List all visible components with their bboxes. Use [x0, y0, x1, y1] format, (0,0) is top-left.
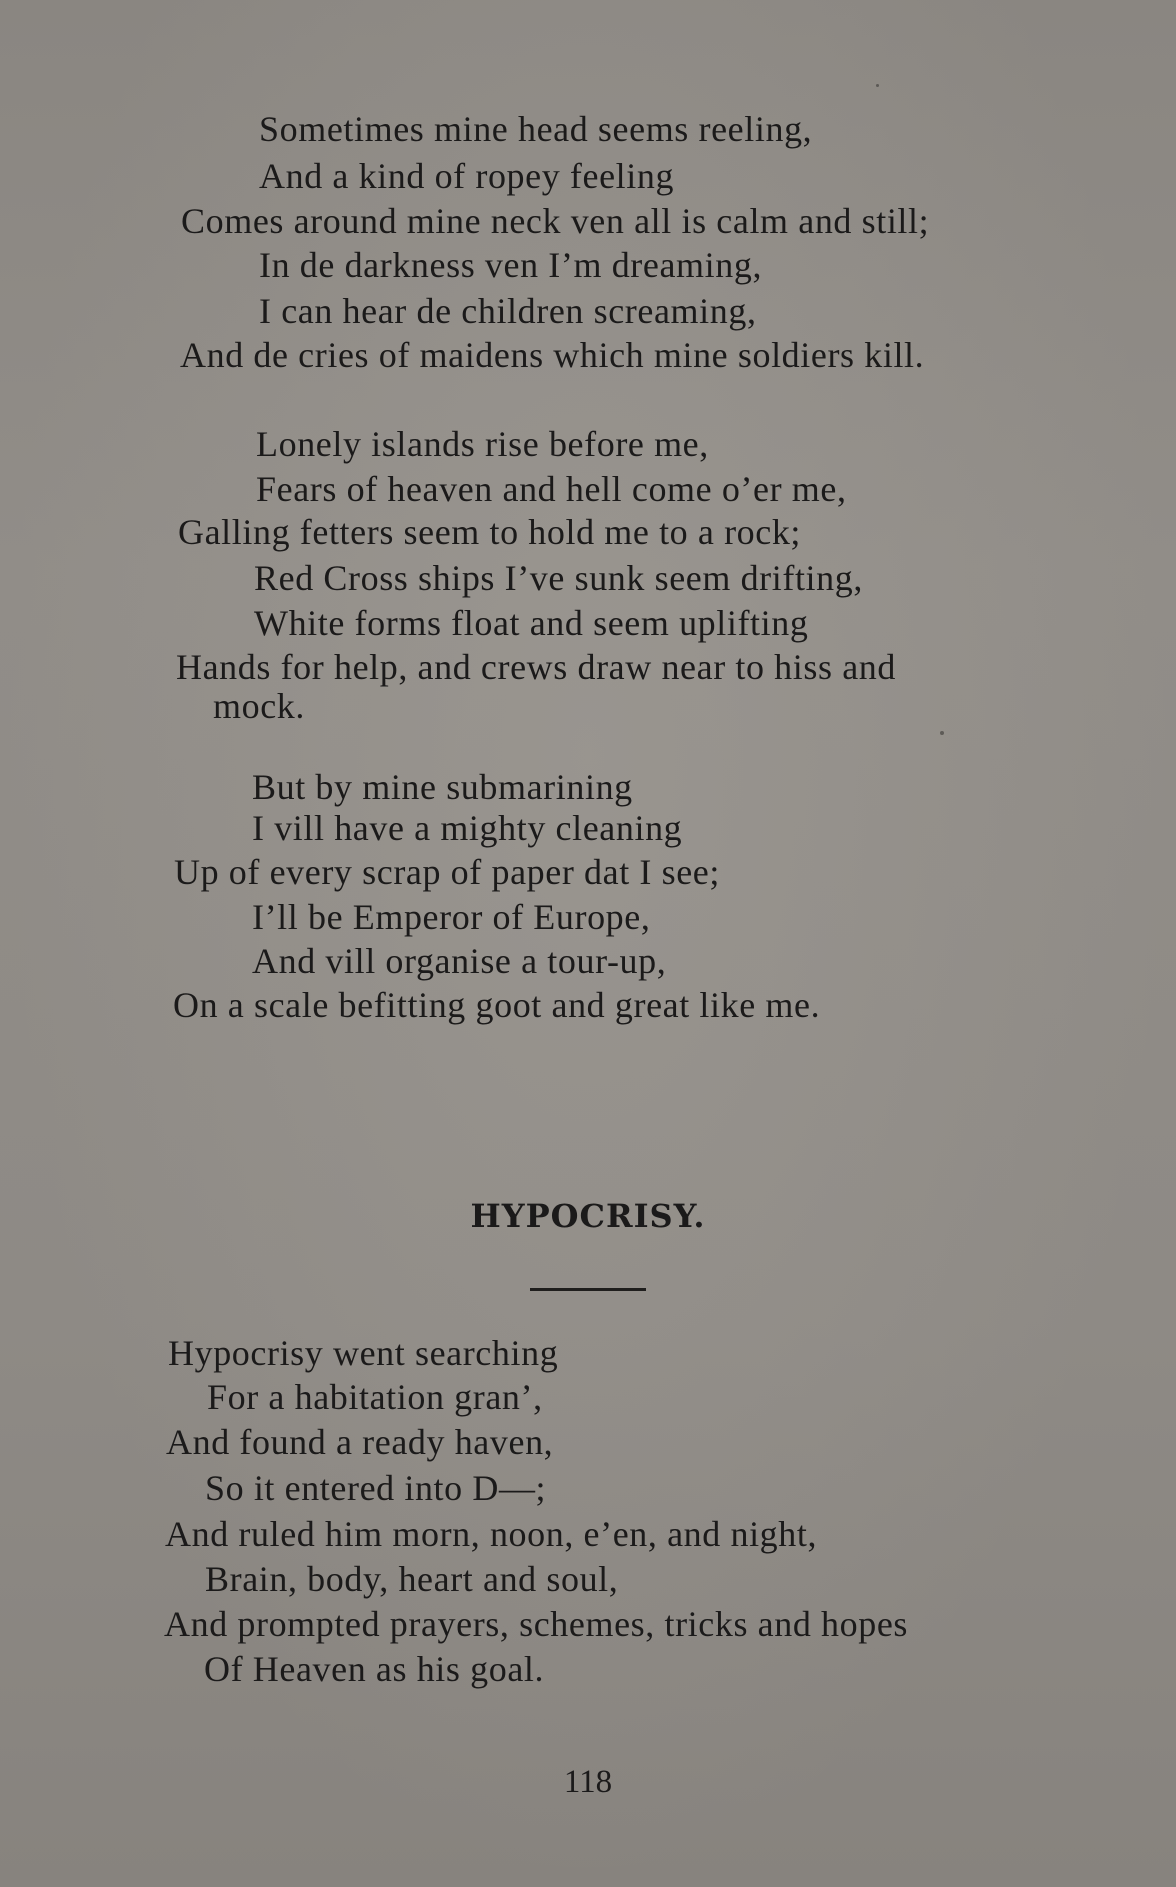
verse-line: And found a ready haven, [166, 1422, 554, 1462]
verse-line: Brain, body, heart and soul, [205, 1559, 619, 1599]
verse-line: Hands for help, and crews draw near to hiss and [176, 647, 896, 687]
poem-title: HYPOCRISY. [470, 1197, 706, 1235]
verse-line: Up of every scrap of paper dat I see; [174, 852, 720, 892]
title-rule [530, 1288, 646, 1291]
verse-line: White forms float and seem uplifting [254, 603, 809, 643]
paper-speck [876, 84, 879, 87]
verse-line: In de darkness ven I’m dreaming, [259, 245, 763, 285]
verse-line: And prompted prayers, schemes, tricks and hopes [164, 1604, 909, 1644]
verse-line: So it entered into D—; [205, 1468, 547, 1508]
verse-line: Comes around mine neck ven all is calm and still; [181, 201, 930, 241]
verse-line: I’ll be Emperor of Europe, [252, 897, 651, 937]
page-number: 118 [563, 1764, 613, 1800]
verse-line: Sometimes mine head seems reeling, [259, 109, 813, 149]
verse-line: mock. [213, 686, 305, 726]
paper-speck [940, 731, 944, 735]
verse-line: Of Heaven as his goal. [204, 1649, 545, 1689]
verse-line: Red Cross ships I’ve sunk seem drifting, [254, 558, 863, 598]
verse-line: I vill have a mighty cleaning [252, 808, 683, 848]
verse-line: Lonely islands rise before me, [256, 424, 709, 464]
verse-line: Galling fetters seem to hold me to a rock; [178, 512, 802, 552]
verse-line: For a habitation gran’, [207, 1377, 543, 1417]
verse-line: On a scale befitting goot and great like me. [173, 985, 821, 1025]
verse-line: And de cries of maidens which mine soldiers kill. [180, 335, 925, 375]
verse-line: Hypocrisy went searching [168, 1333, 559, 1373]
verse-line: But by mine submarining [252, 767, 633, 807]
verse-line: I can hear de children screaming, [259, 291, 757, 331]
verse-line: And vill organise a tour-up, [252, 941, 667, 981]
verse-line: And ruled him morn, noon, e’en, and night, [165, 1514, 818, 1554]
verse-line: Fears of heaven and hell come o’er me, [256, 469, 847, 509]
verse-line: And a kind of ropey feeling [259, 156, 675, 196]
